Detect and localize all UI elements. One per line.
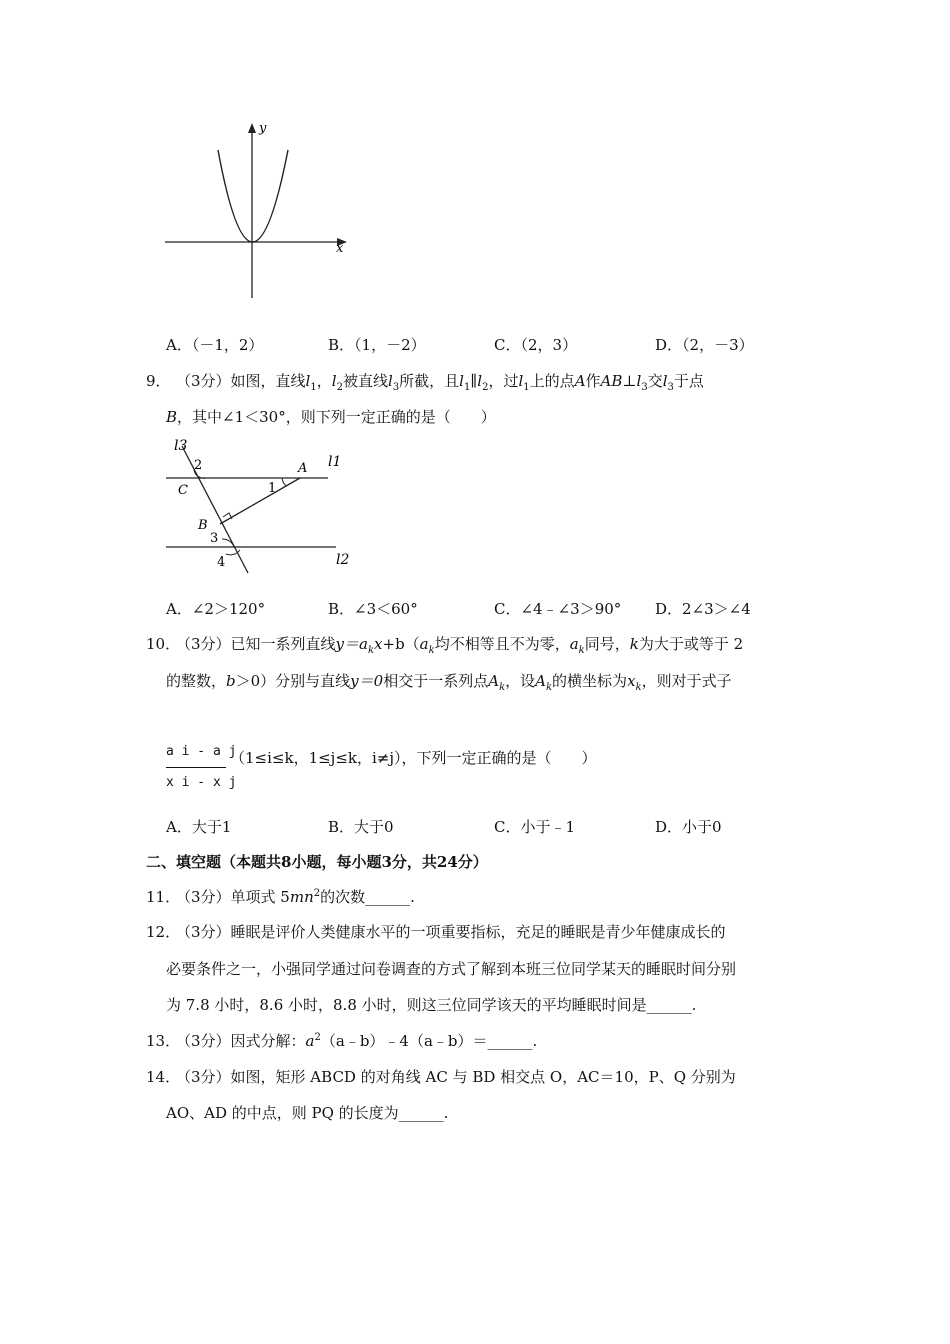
label-angle-1: 1 bbox=[268, 481, 277, 496]
label-angle-4: 4 bbox=[217, 555, 226, 570]
q11-number: 11． bbox=[146, 888, 181, 906]
q9-lines-figure bbox=[160, 436, 360, 576]
q14-number: 14． bbox=[146, 1068, 181, 1086]
q8-option-d: D．（2，－3） bbox=[655, 336, 754, 354]
label-point-b: B bbox=[198, 518, 208, 533]
q9-line2: B，其中∠1＜30°，则下列一定正确的是（ ） bbox=[166, 408, 496, 426]
q10-option-c: C．小于﹣1 bbox=[494, 818, 576, 836]
label-angle-3: 3 bbox=[210, 531, 219, 546]
q12-number: 12． bbox=[146, 923, 181, 941]
y-axis-label: y bbox=[259, 121, 267, 136]
label-l3: l3 bbox=[174, 438, 188, 454]
q9-option-c: C．∠4﹣∠3＞90° bbox=[494, 600, 622, 618]
q10-line2: 的整数，b＞0）分别与直线y＝0相交于一系列点$A_k$，设$A_k$的横坐标为$x_k$，则对于式子 bbox=[166, 672, 732, 693]
x-axis-label: x bbox=[336, 241, 344, 256]
q9-line1: （3分）如图，直线$l_1$，$l_2$被直线$l_3$所截，且$l_1\parallel l_2$，过$l_1$上的点A作$AB\perp l_3$交$l_3$于点 bbox=[176, 372, 704, 393]
q8-option-a: A．（－1，2） bbox=[166, 336, 264, 354]
label-l1: l1 bbox=[328, 454, 342, 470]
q13-number: 13． bbox=[146, 1032, 181, 1050]
parabola-graph bbox=[160, 118, 360, 308]
q14-line2: AO、AD 的中点，则 PQ 的长度为______. bbox=[166, 1104, 449, 1122]
q9-option-b: B．∠3＜60° bbox=[328, 600, 418, 618]
q10-condition: （1≤i≤k，1≤j≤k，i≠j），下列一定正确的是（ ） bbox=[230, 749, 597, 767]
q10-option-d: D．小于0 bbox=[655, 818, 722, 836]
q12-line2: 必要条件之一，小强同学通过问卷调查的方式了解到本班三位同学某天的睡眠时间分别 bbox=[166, 960, 737, 978]
q10-number: 10． bbox=[146, 635, 181, 653]
q8-option-b: B．（1，－2） bbox=[328, 336, 426, 354]
section-heading: 二、填空题（本题共8小题，每小题3分，共24分） bbox=[146, 853, 488, 871]
fraction-bar bbox=[166, 767, 226, 768]
q9-option-a: A．∠2＞120° bbox=[166, 600, 266, 618]
q8-option-c: C．（2，3） bbox=[494, 336, 578, 354]
fraction-numerator: a i - a j bbox=[166, 744, 237, 759]
q14-line1: （3分）如图，矩形 ABCD 的对角线 AC 与 BD 相交点 O，AC＝10，P、Q 分别为 bbox=[176, 1068, 736, 1086]
fraction-denominator: x i - x j bbox=[166, 775, 237, 790]
q10-option-b: B．大于0 bbox=[328, 818, 394, 836]
label-l2: l2 bbox=[336, 552, 350, 568]
q10-option-a: A．大于1 bbox=[166, 818, 232, 836]
q13-text: （3分）因式分解：$a^2(a﹣b)﹣4(a﹣b)=\_\_\_\_\_\_$. bbox=[176, 1032, 538, 1050]
q10-line1: （3分）已知一系列直线$y=a_kx+b(a_k$均不相等且不为零，$a_k$同号，k为大于或等于 2 bbox=[176, 635, 744, 656]
q11-text: （3分）单项式 $5mn^2$的次数______. bbox=[176, 888, 415, 906]
q9-number: 9． bbox=[146, 372, 171, 390]
label-point-c: C bbox=[178, 483, 188, 498]
label-angle-2: 2 bbox=[194, 458, 203, 473]
q9-option-d: D．2∠3＞∠4 bbox=[655, 600, 751, 618]
q12-line1: （3分）睡眠是评价人类健康水平的一项重要指标，充足的睡眠是青少年健康成长的 bbox=[176, 923, 726, 941]
label-point-a: A bbox=[298, 461, 308, 476]
q12-line3: 为 7.8 小时，8.6 小时，8.8 小时，则这三位同学该天的平均睡眠时间是______. bbox=[166, 996, 697, 1014]
